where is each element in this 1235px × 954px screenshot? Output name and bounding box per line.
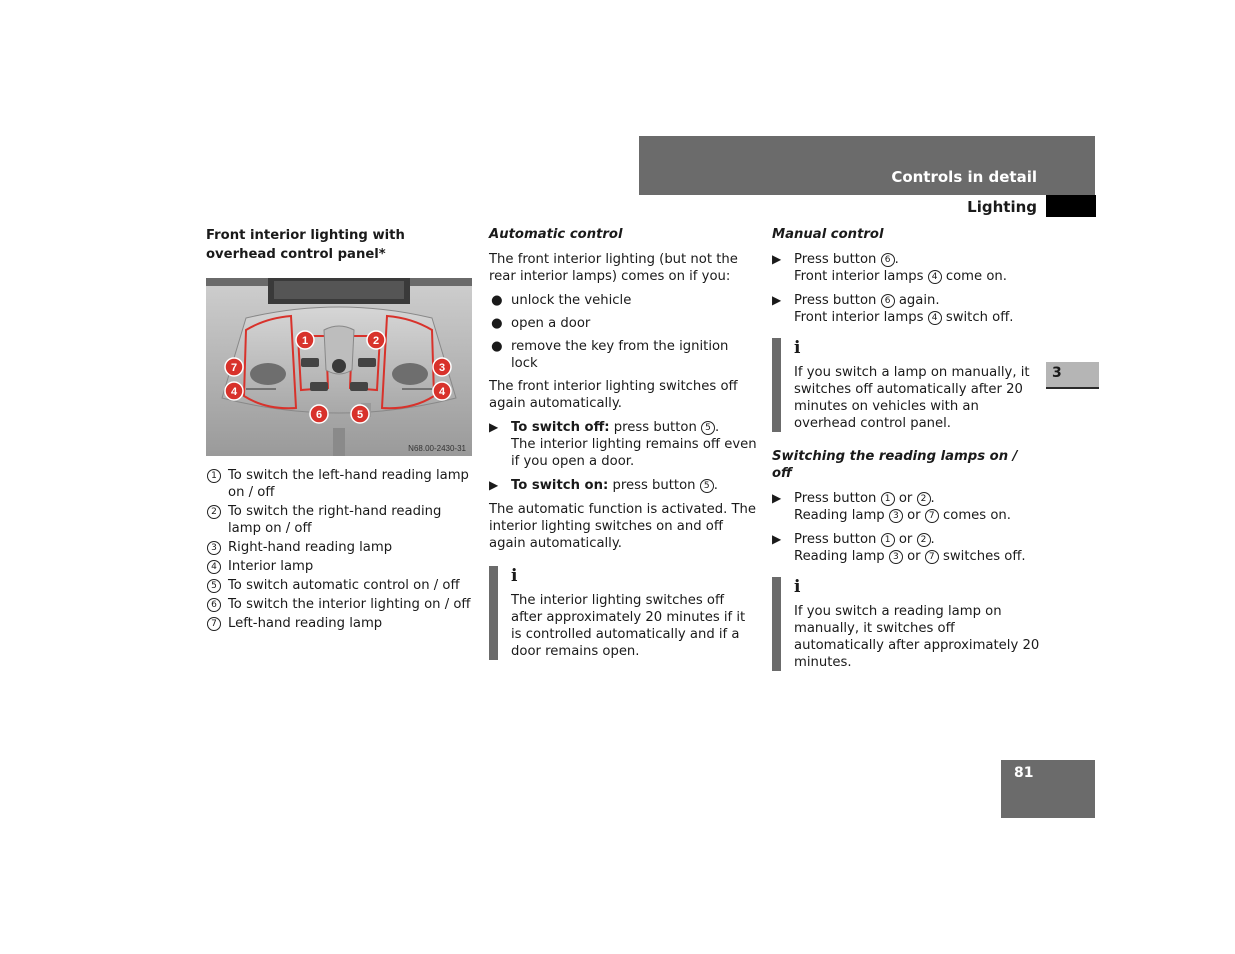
step-switch-on: ▶ To switch on: press button 5 .	[489, 478, 718, 493]
step-press-6-again: ▶ Press button 6 again. Front interior lamps 4 switch off.	[772, 293, 1014, 325]
paragraph: The automatic function is activated. The interior lighting switches on and off again automatically.	[489, 502, 757, 551]
bullet-dot-icon: ●	[491, 316, 503, 331]
callout-3	[433, 358, 451, 376]
triangle-right-icon: ▶	[489, 420, 499, 434]
callout-4-right	[433, 382, 451, 400]
step-press-6: ▶ Press button 6 . Front interior lamps 4 come on.	[772, 252, 1007, 284]
chapter-tab	[1046, 362, 1099, 389]
column-manual-control	[772, 226, 1040, 681]
page-number: 81	[1014, 765, 1034, 781]
info-icon: i	[794, 338, 801, 358]
figure-code: N68.00-2430-31	[408, 444, 466, 453]
triangle-right-icon: ▶	[772, 293, 782, 307]
list-item: ● unlock the vehicle	[491, 293, 632, 308]
overhead-panel-figure	[206, 278, 472, 456]
callout-2	[367, 331, 385, 349]
header-bar	[639, 136, 1095, 195]
column-overhead-panel	[206, 226, 472, 634]
intro-text: The front interior lighting (but not the rear interior lamps) comes on if you:	[489, 252, 738, 284]
triangle-right-icon: ▶	[772, 252, 782, 266]
legend-item: 4 Interior lamp	[206, 558, 472, 575]
svg-text:5: 5	[356, 409, 364, 421]
info-note: i If you switch a reading lamp on manually, it switches off automatically after approximately 20 minutes.	[772, 577, 1040, 671]
callout-4-left	[225, 382, 243, 400]
paragraph: The front interior lighting switches off again automatically.	[489, 379, 738, 411]
bullet-dot-icon: ●	[491, 339, 503, 354]
callout-7	[225, 358, 243, 376]
svg-text:6: 6	[315, 409, 323, 421]
step-reading-on: ▶ Press button 1 or 2 . Reading lamp 3 or 7 comes on.	[772, 491, 1011, 523]
triangle-right-icon: ▶	[489, 478, 499, 492]
legend-item: 5 To switch automatic control on / off	[206, 577, 472, 594]
callout-6	[310, 405, 328, 423]
note-bar	[489, 566, 498, 660]
subsection-tab	[1046, 195, 1096, 217]
callout-1	[296, 331, 314, 349]
svg-text:3: 3	[438, 362, 446, 374]
info-note: i If you switch a lamp on manually, it switches off automatically after 20 minutes on vehicles with an overhead control panel.	[772, 338, 1040, 432]
list-item: ● open a door	[491, 316, 591, 331]
info-icon: i	[511, 566, 518, 586]
column-automatic-control	[489, 226, 757, 670]
reading-lamps-heading: Switching the reading lamps on / off	[772, 449, 1018, 481]
bullet-dot-icon: ●	[491, 293, 503, 308]
note-bar	[772, 577, 781, 671]
section-heading: Front interior lighting with overhead control panel*	[206, 228, 405, 262]
section-title: Controls in detail	[891, 168, 1037, 186]
list-item: ● remove the key from the ignition lock	[491, 339, 729, 371]
svg-text:4: 4	[438, 386, 446, 398]
automatic-control-heading: Automatic control	[489, 227, 623, 242]
condition-list	[489, 292, 757, 372]
page-number-box	[1001, 760, 1095, 818]
legend-item: 1 To switch the left-hand reading lamp on / off	[206, 467, 472, 501]
info-icon: i	[794, 577, 801, 597]
manual-control-heading: Manual control	[772, 227, 884, 242]
step-reading-off: ▶ Press button 1 or 2 . Reading lamp 3 or 7 switches off.	[772, 532, 1026, 564]
legend-item: 2 To switch the right-hand reading lamp on / off	[206, 503, 472, 537]
triangle-right-icon: ▶	[772, 491, 782, 505]
note-bar	[772, 338, 781, 432]
legend-list	[206, 467, 472, 632]
info-note: i The interior lighting switches off after approximately 20 minutes if it is controlled automatically and if a door remains open.	[489, 566, 757, 660]
chapter-number: 3	[1052, 365, 1062, 381]
step-switch-off: ▶ To switch off: press button 5 . The interior lighting remains off even if you open a door.	[489, 420, 757, 469]
triangle-right-icon: ▶	[772, 532, 782, 546]
svg-text:7: 7	[230, 362, 238, 374]
legend-item: 7 Left-hand reading lamp	[206, 615, 472, 632]
legend-item: 6 To switch the interior lighting on / off	[206, 596, 472, 613]
legend-item: 3 Right-hand reading lamp	[206, 539, 472, 556]
svg-text:1: 1	[301, 335, 309, 347]
svg-text:2: 2	[372, 335, 380, 347]
callout-5	[351, 405, 369, 423]
svg-text:4: 4	[230, 386, 238, 398]
subsection-title: Lighting	[967, 198, 1037, 216]
